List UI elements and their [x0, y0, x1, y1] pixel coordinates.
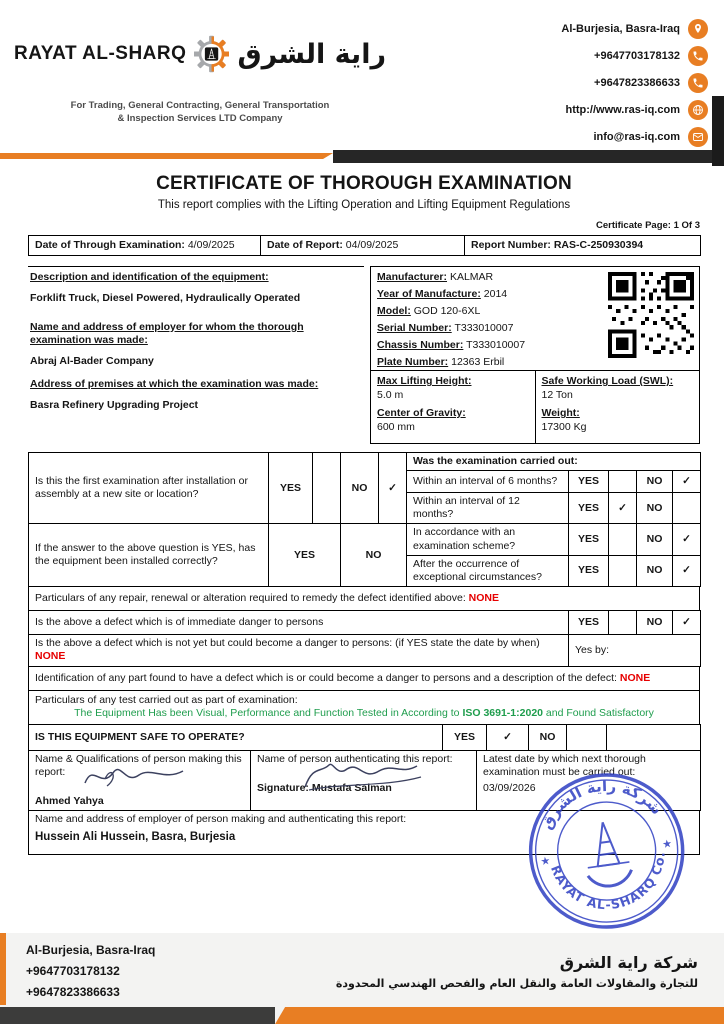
stamp-derrick-icon	[581, 819, 633, 889]
safe-yes-label: YES	[443, 724, 487, 750]
weight-value: 17300 Kg	[541, 421, 587, 433]
exam-date-cell: Date of Through Examination: 4/09/2025	[29, 236, 261, 256]
next-exam-label: Latest date by which next thorough examination must be carried out:	[483, 752, 646, 778]
repairs-none-value: NONE	[468, 591, 500, 604]
safe-to-operate-question: IS THIS EQUIPMENT SAFE TO OPERATE?	[29, 724, 443, 750]
weight-label: Weight:	[541, 407, 580, 419]
repairs-row: Particulars of any repair, renewal or alteration required to remedy the defect identified above: NONE	[29, 586, 700, 610]
header-right-black-bar	[712, 96, 724, 166]
exam-table-future-danger	[28, 634, 701, 667]
q1-no-label: NO	[341, 453, 379, 524]
company-tagline: For Trading, General Contracting, General Transportation & Inspection Services LTD Company	[70, 100, 330, 124]
interval12-no-checkbox	[673, 493, 701, 524]
equipment-left-column	[28, 266, 364, 444]
report-number-value: RAS-C-250930394	[553, 238, 644, 251]
immediate-danger-no-checkbox: ✓	[673, 610, 701, 634]
company-name-english: RAYAT AL-SHARQ	[14, 43, 187, 64]
header-divider	[0, 148, 724, 164]
q1-yes-checkbox	[313, 453, 341, 524]
exam-table-defect-identification	[28, 666, 700, 691]
phone-icon	[688, 73, 708, 93]
equipment-spec-box	[370, 266, 700, 444]
max-lift-label: Max Lifting Height:	[377, 375, 472, 387]
limits-left-column	[371, 371, 535, 443]
test-result-note: The Equipment Has been Visual, Performance and Function Tested in According to ISO 3691-1:2020 and Found Satisfactory	[74, 707, 654, 720]
exceptional-no-checkbox: ✓	[673, 555, 701, 586]
employer-label: Name and address of employer for whom the thorough examination was made:	[30, 320, 304, 347]
swl-label: Safe Working Load (SWL):	[541, 375, 674, 387]
report-maker-cell	[29, 750, 251, 810]
company-name-arabic: راية الشرق	[237, 38, 386, 70]
interval6-yes-checkbox	[609, 471, 637, 493]
authenticator-name-line: Signature: Mustafa Salman	[257, 782, 392, 794]
defect-identification-row: Identification of any part found to have a defect which is or could become a danger to persons and a description of the defect: NONE	[29, 666, 700, 690]
email-icon	[688, 127, 708, 147]
footer-address: Al-Burjesia, Basra-Iraq	[26, 942, 156, 957]
future-danger-question: Is the above a defect which is not yet but could become a danger to persons: (if YES state the date by when) NONE	[29, 634, 569, 666]
test-particulars-label: Particulars of any test carried out as part of examination:	[35, 694, 298, 707]
scheme-yes-label: YES	[569, 524, 609, 555]
logo-area	[14, 10, 386, 148]
yes-by-cell: Yes by:	[569, 634, 701, 666]
authenticator-name: Mustafa Salman	[311, 782, 392, 794]
immediate-danger-yes-checkbox	[609, 610, 637, 634]
footer-bottom-bar	[0, 1007, 724, 1024]
exam-date-value: 4/09/2025	[187, 238, 235, 251]
authenticator-signature	[301, 759, 431, 793]
stamp-star-left: ★	[539, 855, 552, 869]
report-maker-label: Name & Qualifications of person making this report:	[35, 752, 242, 778]
question-examination-scheme: In accordance with an examination scheme?	[407, 524, 569, 555]
cog-label: Center of Gravity:	[377, 407, 466, 419]
authenticator-label: Name of person authenticating this report:	[257, 752, 453, 765]
authenticator-cell	[251, 750, 477, 810]
contact-phone-2	[561, 72, 708, 94]
q2-yes-label: YES	[269, 524, 341, 587]
equipment-description-label: Description and identification of the equipment:	[30, 271, 269, 283]
spec-model: Model: GOD 120-6XL	[377, 304, 481, 317]
spec-plate-number: Plate Number: 12363 Erbil	[377, 355, 505, 368]
safe-row-empty-cell	[607, 724, 701, 750]
header-contacts	[561, 10, 708, 148]
limits-right-column	[535, 371, 700, 443]
immediate-danger-no-label: NO	[637, 610, 673, 634]
footer	[0, 933, 724, 1024]
divider-orange-bar	[0, 153, 333, 159]
cog-value: 600 mm	[377, 421, 415, 433]
location-icon	[688, 19, 708, 39]
exceptional-yes-label: YES	[569, 555, 609, 586]
globe-icon	[688, 100, 708, 120]
report-number-cell: Report Number: RAS-C-250930394	[465, 236, 701, 256]
certificate-body	[0, 173, 724, 855]
contact-address	[561, 18, 708, 40]
safe-no-label: NO	[529, 724, 567, 750]
carried-out-header: Was the examination carried out:	[407, 453, 701, 471]
interval6-no-checkbox: ✓	[673, 471, 701, 493]
footer-phone-1: +9647703178132	[26, 963, 120, 978]
report-date-value: 04/09/2025	[345, 238, 399, 251]
report-maker-name: Ahmed Yahya	[35, 795, 104, 808]
divider-dark-bar	[333, 150, 724, 163]
immediate-danger-question: Is the above a defect which is of immediate danger to persons	[29, 610, 569, 634]
spec-chassis-number: Chassis Number: T333010007	[377, 338, 526, 351]
scheme-no-label: NO	[637, 524, 673, 555]
employer-value: Abraj Al-Bader Company	[30, 354, 154, 367]
q2-no-label: NO	[341, 524, 407, 587]
future-danger-none-value: NONE	[35, 650, 66, 663]
scheme-no-checkbox: ✓	[673, 524, 701, 555]
contact-phone-1-text: +9647703178132	[594, 50, 680, 62]
equipment-description-value: Forklift Truck, Diesel Powered, Hydraulically Operated	[30, 291, 301, 304]
interval6-no-label: NO	[637, 471, 673, 493]
premises-label: Address of premises at which the examination was made:	[30, 377, 319, 390]
next-exam-date: 03/09/2026	[483, 782, 536, 795]
exam-table-test-particulars	[28, 690, 700, 725]
exam-table-safe-to-operate	[28, 724, 701, 751]
premises-value: Basra Refinery Upgrading Project	[30, 398, 199, 411]
company-stamp	[515, 760, 699, 948]
title-block	[28, 173, 700, 231]
exam-table-repairs	[28, 586, 700, 611]
footer-company-description-arabic: للتجارة والمقاولات العامة والنقل العام والفحص الهندسي المحدودة	[335, 976, 698, 990]
question-interval-6-months: Within an interval of 6 months?	[407, 471, 569, 493]
exceptional-yes-checkbox	[609, 555, 637, 586]
report-date-cell: Date of Report: 04/09/2025	[261, 236, 465, 256]
exam-table-questions	[28, 452, 701, 587]
dates-table	[28, 235, 701, 256]
spec-year: Year of Manufacture: 2014	[377, 287, 508, 300]
q1-no-checkbox: ✓	[379, 453, 407, 524]
swl-value: 12 Ton	[541, 389, 573, 401]
company-logo-gear-icon	[194, 10, 229, 98]
footer-phone-2: +9647823386633	[26, 984, 120, 999]
certificate-subtitle: This report complies with the Lifting Operation and Lifting Equipment Regulations	[157, 199, 571, 211]
stamp-star-right: ★	[661, 837, 673, 852]
qr-code	[603, 267, 699, 370]
scheme-yes-checkbox	[609, 524, 637, 555]
contact-website	[561, 99, 708, 121]
equipment-limits	[371, 370, 699, 443]
footer-orange-accent	[0, 933, 6, 1005]
question-exceptional-circumstances: After the occurrence of exceptional circumstances?	[407, 555, 569, 586]
interval12-yes-label: YES	[569, 493, 609, 524]
immediate-danger-yes-label: YES	[569, 610, 609, 634]
q1-yes-label: YES	[269, 453, 313, 524]
footer-company-name-arabic: شركة راية الشرق	[559, 952, 698, 972]
interval6-yes-label: YES	[569, 471, 609, 493]
contact-phone-2-text: +9647823386633	[594, 77, 680, 89]
contact-address-text: Al-Burjesia, Basra-Iraq	[561, 23, 680, 35]
certificate-page-number: Certificate Page: 1 Of 3	[595, 220, 700, 231]
contact-website-text: http://www.ras-iq.com	[565, 104, 680, 116]
exceptional-no-label: NO	[637, 555, 673, 586]
contact-email-text: info@ras-iq.com	[593, 131, 680, 143]
iso-standard-reference: ISO 3691-1:2020	[462, 707, 543, 720]
stamp-arabic-text: شركة راية الشرق	[537, 776, 666, 833]
max-lift-value: 5.0 m	[377, 389, 404, 401]
test-particulars-row	[29, 690, 700, 724]
employer-signoff-label: Name and address of employer of person making and authenticating this report:	[35, 813, 407, 826]
question-interval-12-months: Within an interval of 12 months?	[407, 493, 569, 524]
safe-yes-checkbox: ✓	[487, 724, 529, 750]
employer-signoff-name: Hussein Ali Hussein, Basra, Burjesia	[35, 831, 236, 844]
stamp-company-name: RAYAT AL-SHARQ Co.	[547, 850, 668, 913]
interval12-no-label: NO	[637, 493, 673, 524]
maker-signature	[79, 759, 199, 793]
footer-arabic-block	[336, 953, 698, 990]
certificate-title: CERTIFICATE OF THOROUGH EXAMINATION	[156, 173, 572, 194]
equipment-spec-rows	[371, 267, 603, 370]
question-first-examination: Is this the first examination after installation or assembly at a new site or location?	[29, 453, 269, 524]
contact-email	[561, 126, 708, 148]
defect-none-value: NONE	[619, 671, 651, 684]
safe-no-checkbox	[567, 724, 607, 750]
question-installed-correctly: If the answer to the above question is YES, has the equipment been installed correctly?	[29, 524, 269, 587]
footer-dark-bar	[0, 1007, 275, 1024]
spec-manufacturer: Manufacturer: KALMAR	[377, 270, 494, 283]
interval12-yes-checkbox: ✓	[609, 493, 637, 524]
contact-phone-1	[561, 45, 708, 67]
phone-icon	[688, 46, 708, 66]
footer-orange-bar	[275, 1007, 724, 1024]
header	[0, 0, 724, 148]
equipment-section	[28, 266, 700, 444]
footer-contact-block	[26, 940, 155, 1003]
exam-table-immediate-danger	[28, 610, 701, 635]
spec-serial-number: Serial Number: T333010007	[377, 321, 514, 334]
